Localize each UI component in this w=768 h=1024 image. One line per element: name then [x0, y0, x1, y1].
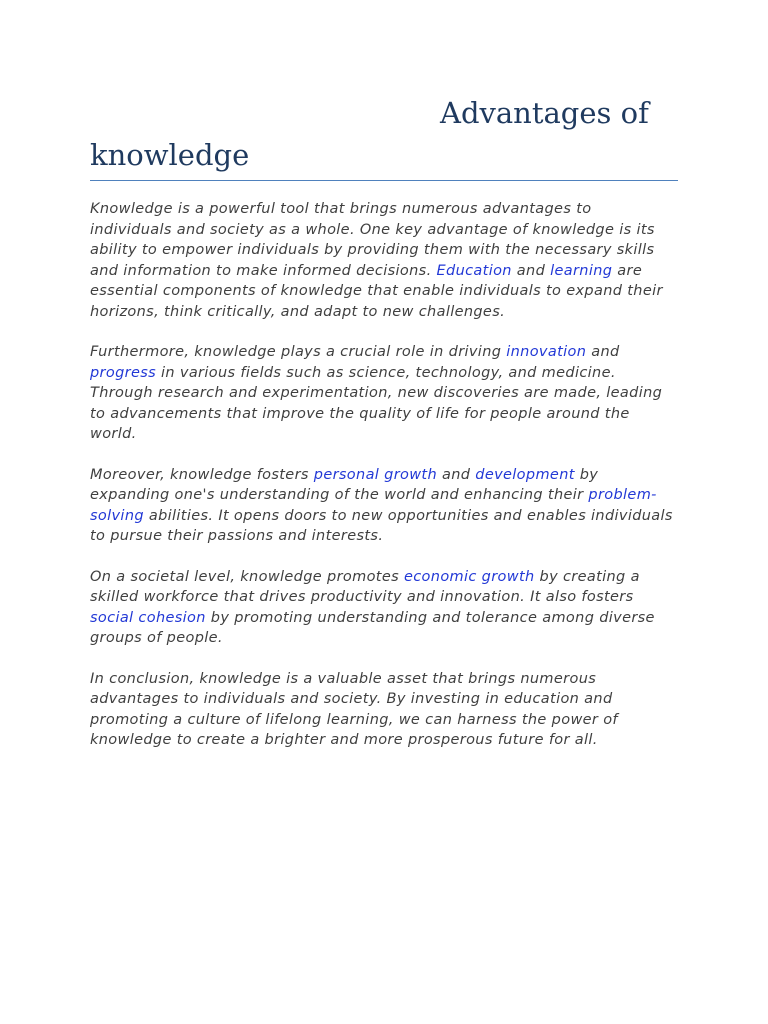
link-economic-growth[interactable]: economic growth	[403, 568, 535, 585]
link-learning[interactable]: learning	[550, 262, 613, 279]
paragraph	[90, 567, 678, 649]
paragraph-text: and	[437, 466, 476, 483]
link-problem-solving[interactable]: problem-solving	[90, 487, 657, 524]
paragraph-text: are essential components of knowledge that enable individuals to expand their horizons, think critically, and adapt to new challenges.	[90, 262, 663, 320]
document-page	[90, 92, 678, 771]
link-education[interactable]: Education	[436, 262, 512, 279]
paragraph-text: by promoting understanding and tolerance among diverse groups of people.	[90, 609, 655, 646]
paragraph-text: In conclusion, knowledge is a valuable asset that brings numerous advantages to individuals and society. By investing in education and promoting a culture of lifelong learning, we can harness the power of knowledge to create a brighter and more prosperous future for all.	[90, 670, 618, 748]
paragraph-text: by expanding one's understanding of the world and enhancing their	[90, 466, 599, 503]
paragraph-text: Knowledge is a powerful tool that brings numerous advantages to individuals and society as a whole. One key advantage of knowledge is its ability to empower individuals by providing them with the necessary skills and information to make informed decisions.	[90, 201, 655, 279]
link-innovation[interactable]: innovation	[506, 344, 587, 360]
link-development[interactable]: development	[475, 466, 575, 483]
document-title: Advantages of knowledge	[90, 92, 678, 181]
paragraph-text: abilities. It opens doors to new opportunities and enables individuals to pursue their passions and interests.	[90, 507, 673, 544]
paragraph	[90, 342, 678, 445]
paragraph-text: and	[586, 344, 620, 360]
paragraph-text: by creating a skilled workforce that drives productivity and innovation. It also fosters	[90, 568, 640, 605]
paragraph	[90, 199, 678, 322]
paragraph-text: and	[511, 262, 551, 279]
paragraph-text: Furthermore, knowledge plays a crucial role in driving	[90, 344, 507, 360]
paragraph-text: Moreover, knowledge fosters	[90, 466, 314, 483]
link-social-cohesion[interactable]: social cohesion	[90, 609, 206, 626]
paragraph-text: in various fields such as science, technology, and medicine. Through research and experimentation, new discoveries are made, leading to advancements that improve the quality of life for people around the world.	[90, 364, 663, 442]
document-body	[90, 199, 678, 751]
paragraph	[90, 669, 678, 751]
link-progress[interactable]: progress	[90, 364, 157, 381]
link-personal-growth[interactable]: personal growth	[313, 466, 438, 483]
paragraph-text: On a societal level, knowledge promotes	[90, 568, 404, 585]
paragraph	[90, 465, 678, 547]
